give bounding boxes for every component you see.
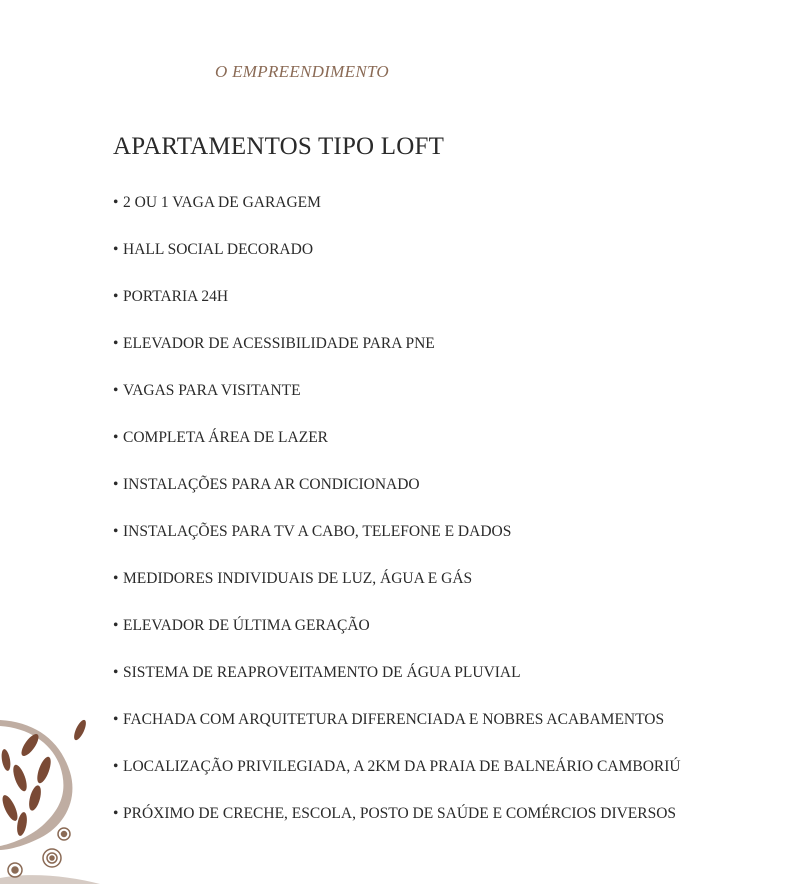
bullet-icon: • xyxy=(113,382,119,399)
feature-item xyxy=(113,193,681,240)
feature-text: MEDIDORES INDIVIDUAIS DE LUZ, ÁGUA E GÁS xyxy=(123,570,473,587)
bullet-icon: • xyxy=(113,335,119,352)
bullet-icon: • xyxy=(113,805,119,822)
feature-text: LOCALIZAÇÃO PRIVILEGIADA, A 2KM DA PRAIA DE BALNEÁRIO CAMBORIÚ xyxy=(123,758,681,775)
feature-text: HALL SOCIAL DECORADO xyxy=(123,241,314,258)
bullet-icon: • xyxy=(113,194,119,211)
feature-item xyxy=(113,381,681,428)
feature-text: FACHADA COM ARQUITETURA DIFERENCIADA E NOBRES ACABAMENTOS xyxy=(123,711,665,728)
feature-item xyxy=(113,663,681,710)
feature-item xyxy=(113,569,681,616)
bullet-icon: • xyxy=(113,758,119,775)
feature-item xyxy=(113,710,681,757)
bullet-icon: • xyxy=(113,429,119,446)
feature-item xyxy=(113,616,681,663)
feature-item xyxy=(113,240,681,287)
bullet-icon: • xyxy=(113,570,119,587)
bullet-icon: • xyxy=(113,664,119,681)
feature-item xyxy=(113,428,681,475)
bullet-icon: • xyxy=(113,476,119,493)
section-title: O EMPREENDIMENTO xyxy=(215,62,389,81)
bullet-icon: • xyxy=(113,711,119,728)
feature-text: ELEVADOR DE ÚLTIMA GERAÇÃO xyxy=(123,617,370,634)
feature-text: ELEVADOR DE ACESSIBILIDADE PARA PNE xyxy=(123,335,435,352)
feature-text: 2 OU 1 VAGA DE GARAGEM xyxy=(123,194,321,211)
bullet-icon: • xyxy=(113,241,119,258)
feature-item xyxy=(113,522,681,569)
bullet-icon: • xyxy=(113,523,119,540)
bullet-icon: • xyxy=(113,617,119,634)
bullet-icon: • xyxy=(113,288,119,305)
feature-text: COMPLETA ÁREA DE LAZER xyxy=(123,429,328,446)
features-list xyxy=(113,193,681,851)
feature-item xyxy=(113,475,681,522)
floral-ornament-icon xyxy=(0,700,120,884)
feature-text: VAGAS PARA VISITANTE xyxy=(123,382,301,399)
feature-item xyxy=(113,334,681,381)
feature-item xyxy=(113,757,681,804)
feature-text: INSTALAÇÕES PARA AR CONDICIONADO xyxy=(123,476,420,493)
feature-text: PORTARIA 24H xyxy=(123,288,229,305)
page-heading: APARTAMENTOS TIPO LOFT xyxy=(113,133,445,160)
feature-item xyxy=(113,287,681,334)
feature-text: PRÓXIMO DE CRECHE, ESCOLA, POSTO DE SAÚDE E COMÉRCIOS DIVERSOS xyxy=(123,805,677,822)
feature-text: SISTEMA DE REAPROVEITAMENTO DE ÁGUA PLUVIAL xyxy=(123,664,521,681)
feature-item xyxy=(113,804,681,851)
feature-text: INSTALAÇÕES PARA TV A CABO, TELEFONE E DADOS xyxy=(123,523,512,540)
